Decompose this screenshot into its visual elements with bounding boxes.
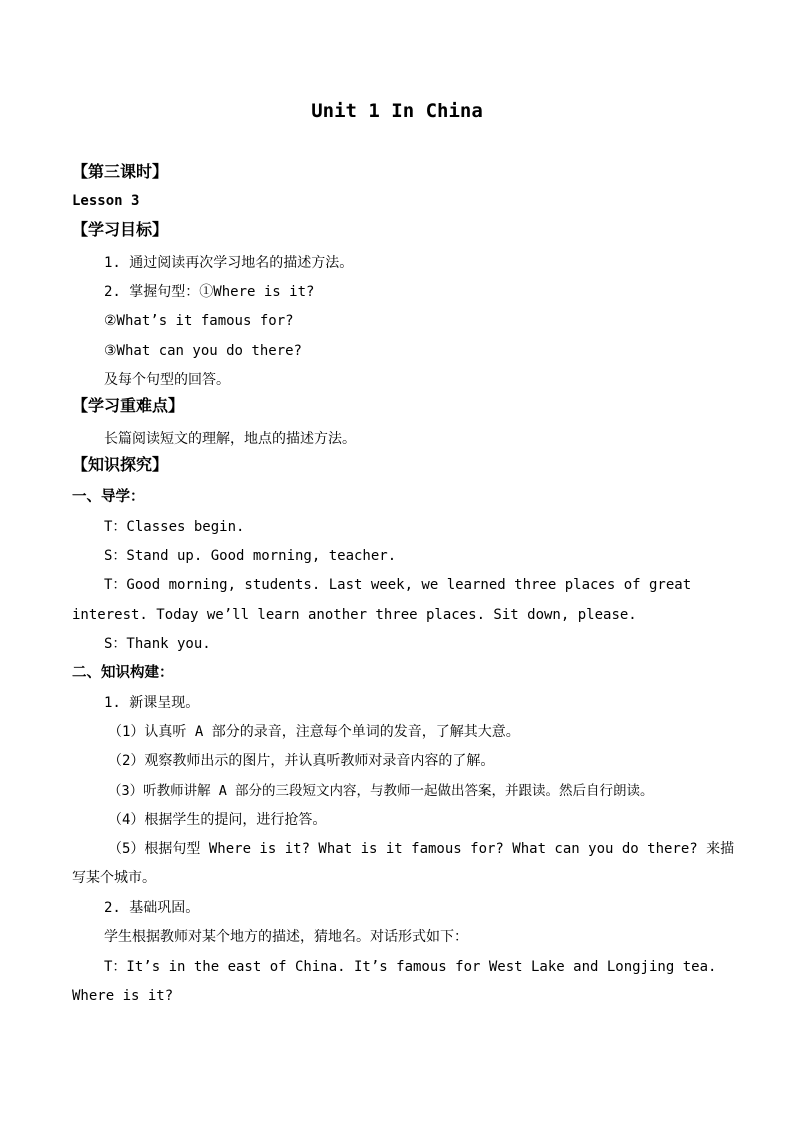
step-1-item-3: （3）听教师讲解 A 部分的三段短文内容，与教师一起做出答案，并跟读。然后自行朗读。 [108, 783, 654, 799]
dialogue-line-2: S：Stand up. Good morning, teacher. [104, 548, 397, 564]
dialogue-line-3: T：Good morning, students. Last week, we learned three places of great [104, 577, 692, 593]
section-heading-objectives: 【学习目标】 [72, 220, 169, 239]
lesson-label: Lesson 3 [72, 193, 140, 209]
step-1-item-1: （1）认真听 A 部分的录音，注意每个单词的发音，了解其大意。 [108, 724, 520, 740]
subheading-construction: 二、知识构建： [72, 665, 174, 681]
objective-2-pattern-2: ②What’s it famous for? [104, 313, 294, 329]
key-points-text: 长篇阅读短文的理解，地点的描述方法。 [104, 431, 356, 447]
objective-2-pattern-3: ③What can you do there? [104, 343, 302, 359]
subheading-guide: 一、导学： [72, 489, 145, 505]
step-2-text: 学生根据教师对某个地方的描述，猜地名。对话形式如下： [104, 929, 468, 945]
section-heading-exploration: 【知识探究】 [72, 455, 169, 474]
step-1-item-4: （4）根据学生的提问，进行抢答。 [108, 812, 327, 828]
example-dialogue-line-1: T：It’s in the east of China. It’s famous for West Lake and Longjing tea. [104, 959, 717, 975]
document-title: Unit 1 In China [311, 100, 483, 122]
dialogue-line-1: T：Classes begin. [104, 519, 245, 535]
dialogue-line-3-cont: interest. Today we’ll learn another three places. Sit down, please. [72, 607, 637, 623]
example-dialogue-line-1-cont: Where is it? [72, 988, 174, 1004]
objective-answers: 及每个句型的回答。 [104, 372, 230, 388]
step-1: 1. 新课呈现。 [104, 695, 200, 711]
step-1-item-2: （2）观察教师出示的图片，并认真听教师对录音内容的了解。 [108, 753, 495, 769]
objective-1: 1. 通过阅读再次学习地名的描述方法。 [104, 255, 354, 271]
dialogue-line-4: S：Thank you. [104, 636, 211, 652]
objective-2: 2. 掌握句型：①Where is it? [104, 284, 315, 300]
step-1-item-5: （5）根据句型 Where is it? What is it famous for? What can you do there? 来描 [108, 841, 735, 857]
step-1-item-5-cont: 写某个城市。 [72, 870, 156, 886]
section-heading-lesson-period: 【第三课时】 [72, 162, 169, 181]
section-heading-key-points: 【学习重难点】 [72, 396, 185, 415]
step-2: 2. 基础巩固。 [104, 900, 200, 916]
